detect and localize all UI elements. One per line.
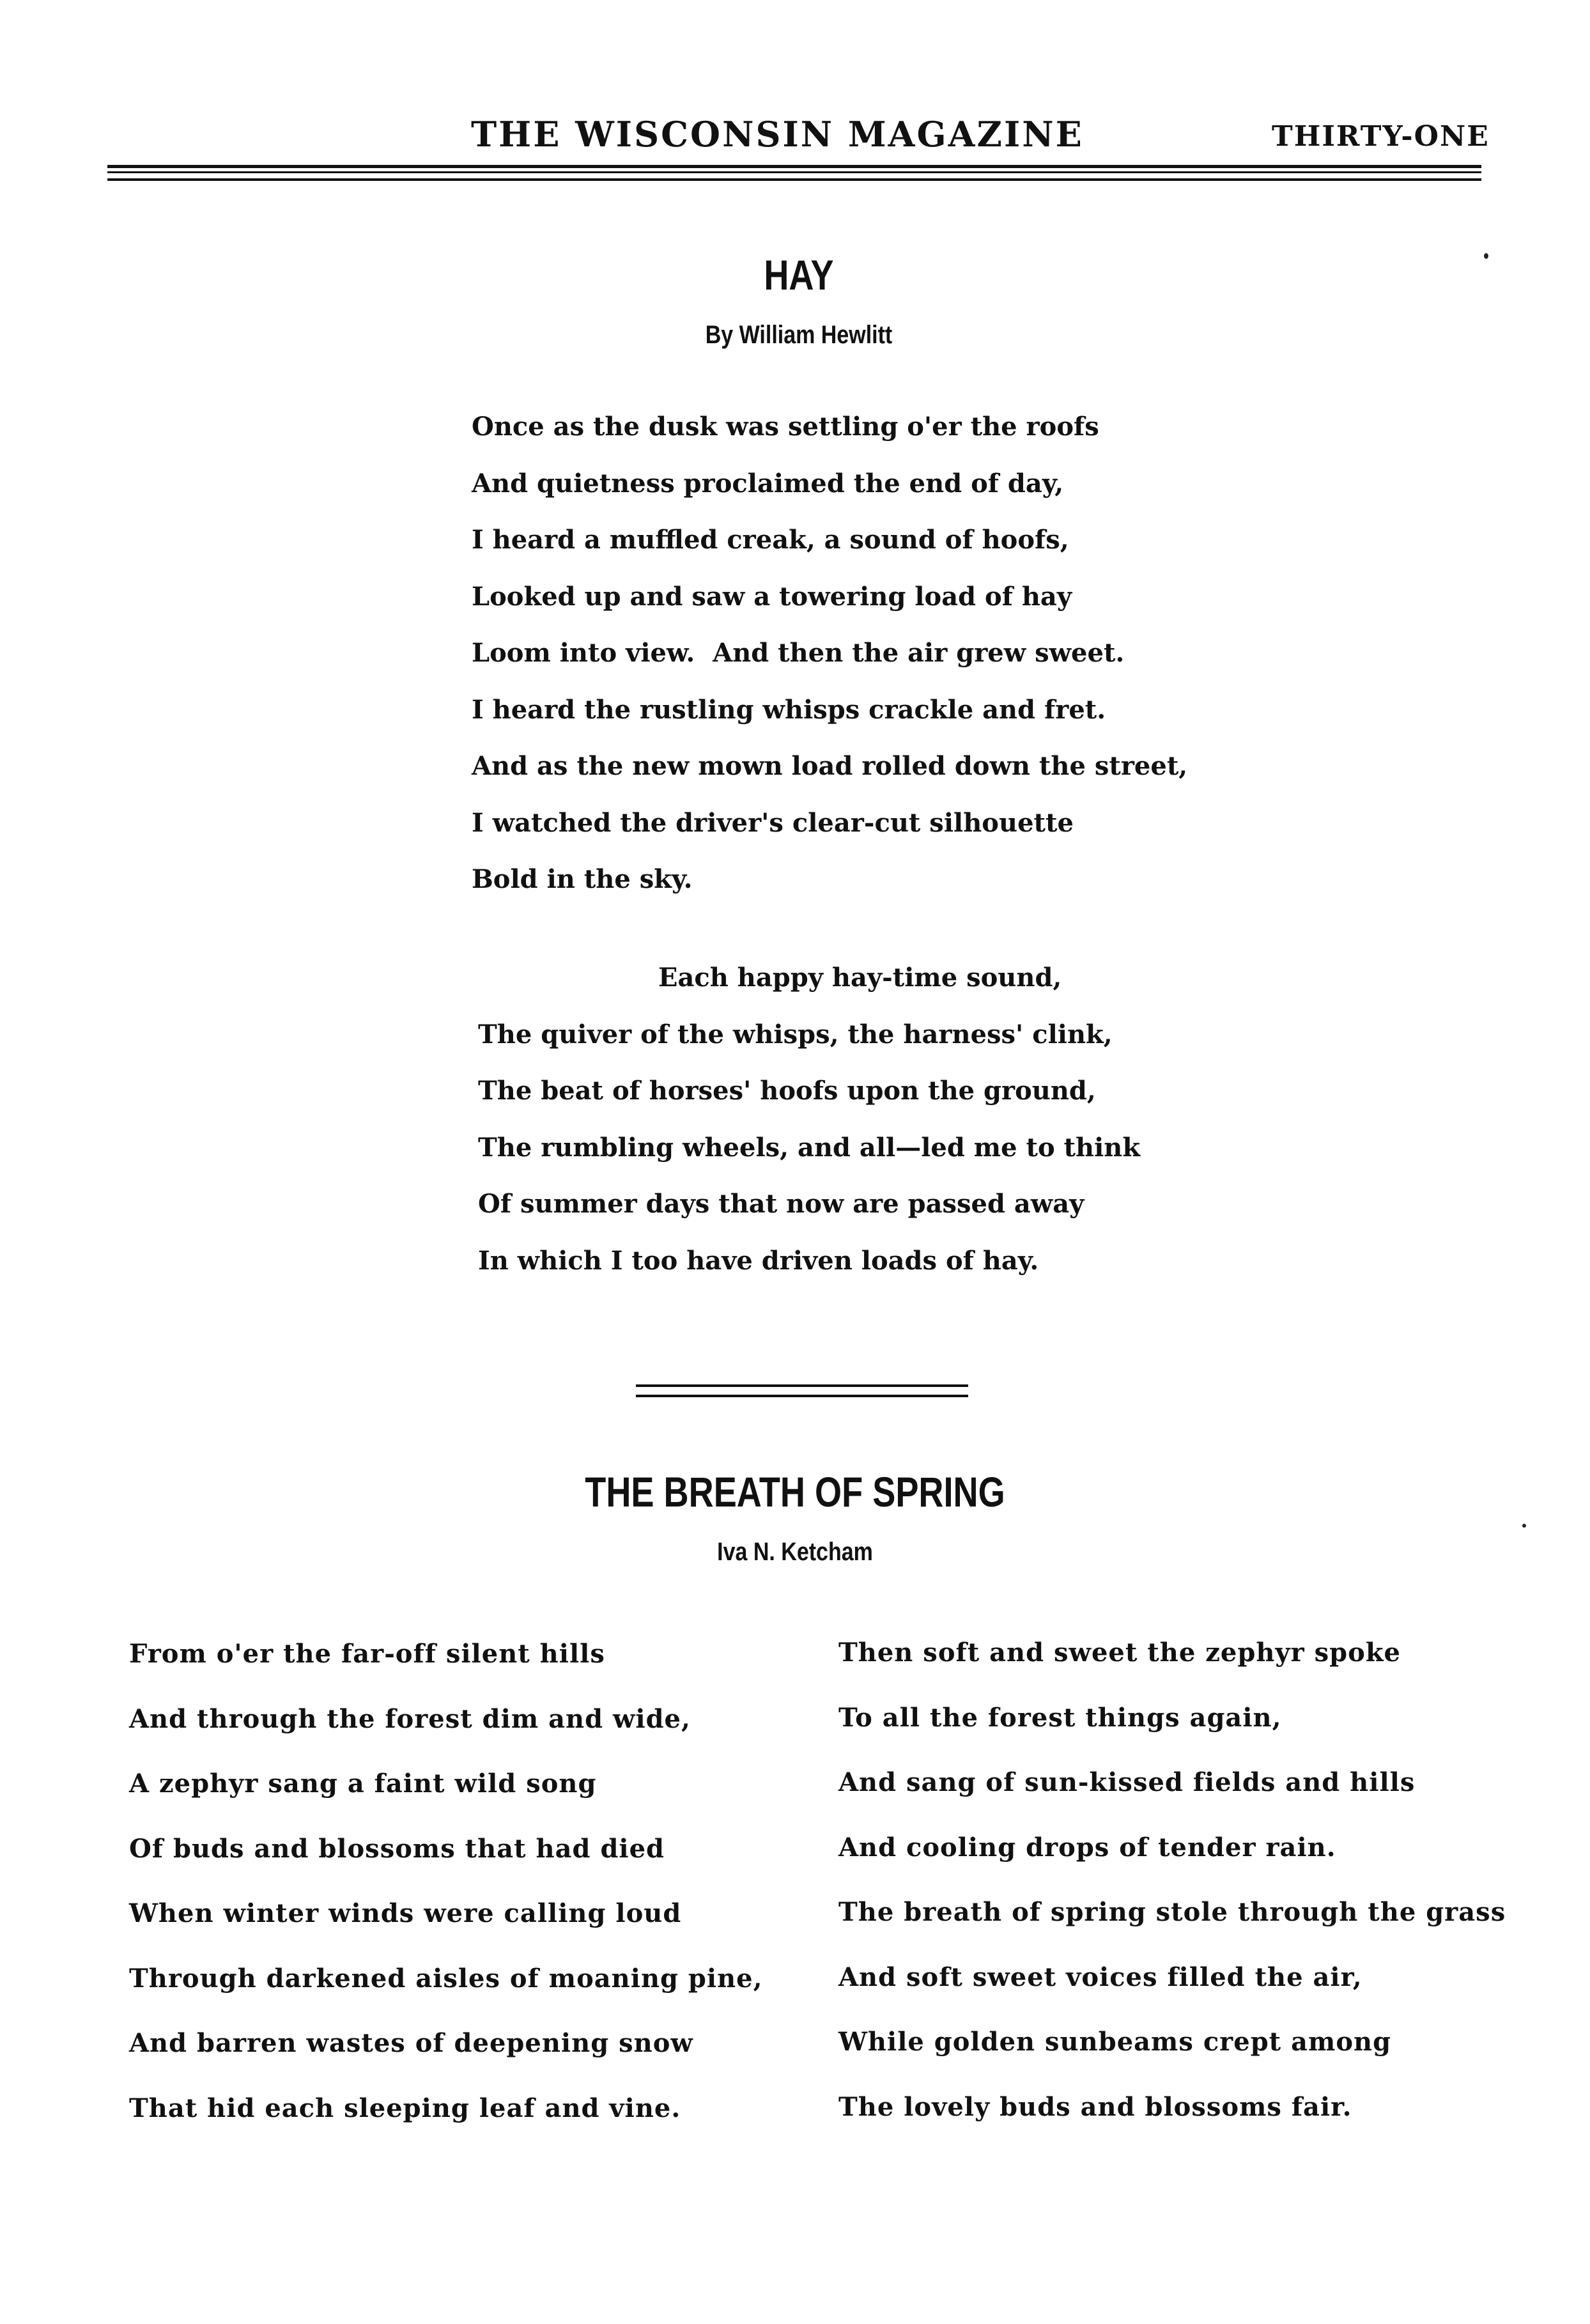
- print-speck: [1484, 253, 1488, 259]
- poem-line: That hid each sleeping leaf and vine.: [129, 2093, 681, 2123]
- poem-line: From o'er the far-off silent hills: [129, 1639, 605, 1669]
- poem-line: Then soft and sweet the zephyr spoke: [838, 1638, 1401, 1668]
- poem-left-column: [129, 1641, 763, 2160]
- poem-line: Loom into view. And then the air grew sweet.: [472, 638, 1125, 668]
- poem-title-hay: HAY: [764, 251, 834, 298]
- poem-line: In which I too have driven loads of hay.: [478, 1245, 1039, 1276]
- print-speck: [1522, 1524, 1526, 1528]
- poem-line: And quietness proclaimed the end of day,: [472, 468, 1064, 499]
- poem-byline-spring: Iva N. Ketcham: [717, 1538, 873, 1566]
- poem-line: While golden sunbeams crept among: [838, 2027, 1392, 2057]
- poem-line: Of buds and blossoms that had died: [129, 1833, 665, 1864]
- poem-line: Looked up and saw a towering load of hay: [472, 581, 1072, 612]
- poem-line: Through darkened aisles of moaning pine,: [129, 1963, 763, 1994]
- poem-line: And through the forest dim and wide,: [129, 1703, 691, 1734]
- poem-line: When winter winds were calling loud: [129, 1898, 682, 1928]
- poem-title-spring: THE BREATH OF SPRING: [585, 1468, 1005, 1515]
- poem-line: The lovely buds and blossoms fair.: [838, 2091, 1352, 2122]
- poem-line: I heard a muffled creak, a sound of hoofs,: [472, 525, 1069, 555]
- poem-line: And barren wastes of deepening snow: [129, 2028, 693, 2058]
- poem-line: A zephyr sang a faint wild song: [129, 1769, 597, 1799]
- poem-line: The quiver of the whisps, the harness' clink,: [478, 1019, 1113, 1050]
- poem-line: I heard the rustling whisps crackle and fret.: [472, 694, 1106, 725]
- page-number: THIRTY-ONE: [1272, 120, 1490, 153]
- poem-stanza-2: [478, 965, 1140, 1305]
- poem-line: The rumbling wheels, and all—led me to think: [478, 1132, 1141, 1163]
- magazine-title: THE WISCONSIN MAGAZINE: [471, 114, 1084, 155]
- poem-line: The breath of spring stole through the grass: [838, 1897, 1506, 1927]
- poem-right-column: [838, 1640, 1506, 2159]
- poem-line: The beat of horses' hoofs upon the ground,: [478, 1076, 1096, 1106]
- poem-stanza-1: [472, 414, 1187, 924]
- poem-line: And as the new mown load rolled down the street,: [472, 751, 1188, 781]
- poem-line: Of summer days that now are passed away: [478, 1189, 1084, 1219]
- poem-line: And sang of sun-kissed fields and hills: [838, 1767, 1416, 1797]
- poem-line: Each happy hay-time sound,: [658, 963, 1062, 993]
- poem-line: Once as the dusk was settling o'er the roofs: [472, 412, 1099, 442]
- poem-line: And cooling drops of tender rain.: [838, 1832, 1336, 1863]
- poem-line: Bold in the sky.: [472, 864, 693, 894]
- poem-line: I watched the driver's clear-cut silhouette: [472, 807, 1074, 838]
- poem-line: And soft sweet voices filled the air,: [838, 1962, 1362, 1992]
- poem-line: To all the forest things again,: [838, 1702, 1282, 1733]
- poem-byline-hay: By William Hewlitt: [705, 321, 893, 349]
